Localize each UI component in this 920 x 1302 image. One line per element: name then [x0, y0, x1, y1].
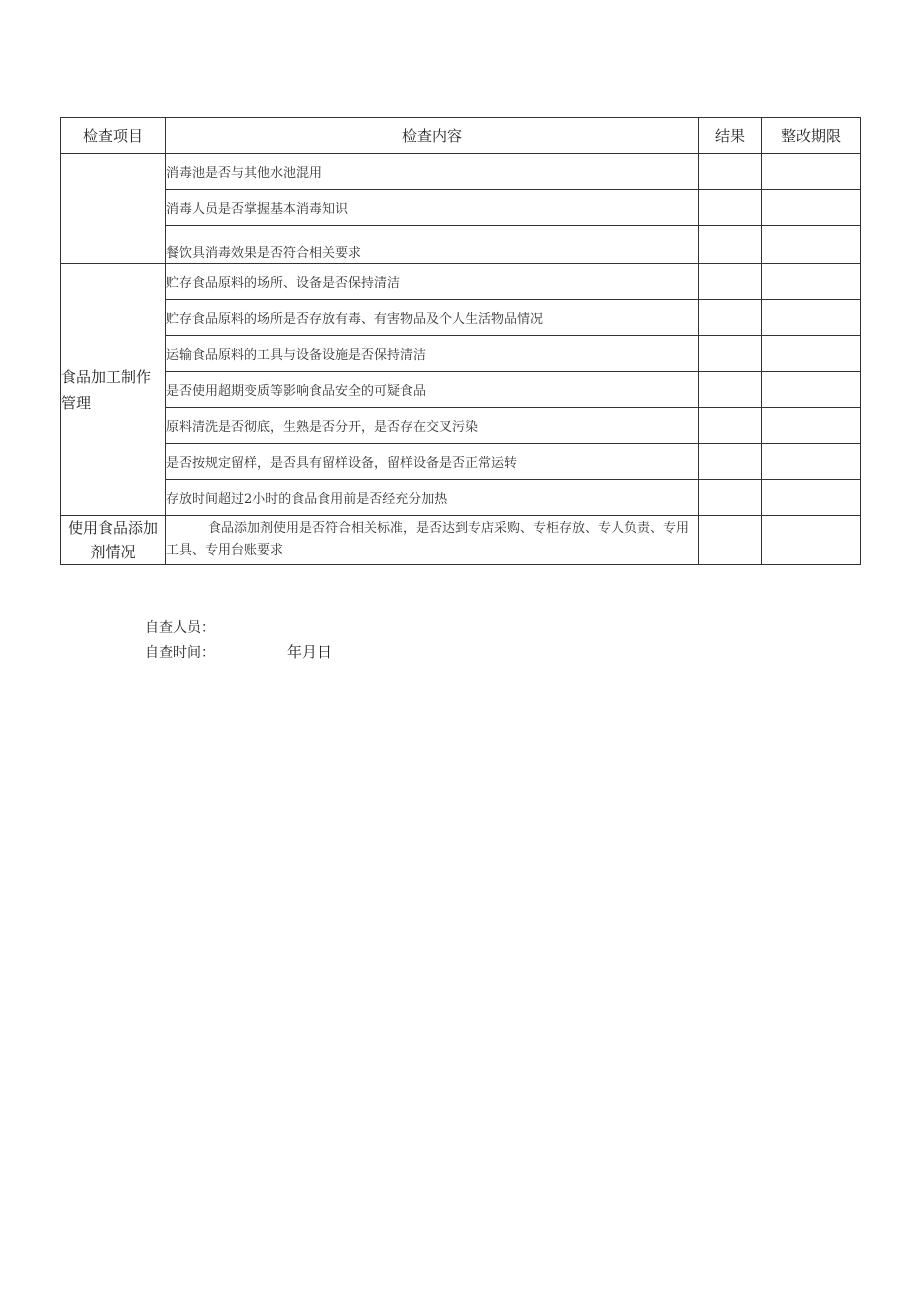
check-content: 消毒池是否与其他水池混用	[166, 154, 699, 190]
result-cell[interactable]	[699, 444, 762, 480]
deadline-cell[interactable]	[762, 226, 861, 264]
table-row	[61, 190, 861, 226]
group-label-disinfection	[61, 154, 166, 264]
inspection-time-label: 自查时间：	[145, 645, 215, 661]
check-content: 原料清洗是否彻底，生熟是否分开，是否存在交叉污染	[166, 408, 699, 444]
table-row	[61, 408, 861, 444]
check-content: 贮存食品原料的场所、设备是否保持清洁	[166, 264, 699, 300]
deadline-cell[interactable]	[762, 516, 861, 565]
deadline-cell[interactable]	[762, 190, 861, 226]
inspection-time-line	[145, 640, 332, 664]
check-content: 贮存食品原料的场所是否存放有毒、有害物品及个人生活物品情况	[166, 300, 699, 336]
result-cell[interactable]	[699, 516, 762, 565]
result-cell[interactable]	[699, 154, 762, 190]
inspector-line	[145, 616, 332, 640]
result-cell[interactable]	[699, 264, 762, 300]
result-cell[interactable]	[699, 336, 762, 372]
signoff-block	[145, 616, 332, 664]
deadline-cell[interactable]	[762, 336, 861, 372]
date-suffix: 年月日	[287, 643, 333, 661]
group-label-food-processing: 食品加工制作管理	[61, 264, 166, 516]
result-cell[interactable]	[699, 300, 762, 336]
group-label-additives: 使用食品添加剂情况	[61, 516, 166, 565]
header-content: 检查内容	[166, 118, 699, 154]
header-item: 检查项目	[61, 118, 166, 154]
table-row	[61, 226, 861, 264]
table-row	[61, 300, 861, 336]
result-cell[interactable]	[699, 408, 762, 444]
deadline-cell[interactable]	[762, 444, 861, 480]
table-row	[61, 516, 861, 565]
result-cell[interactable]	[699, 190, 762, 226]
deadline-cell[interactable]	[762, 264, 861, 300]
table-row	[61, 336, 861, 372]
check-content: 是否使用超期变质等影响食品安全的可疑食品	[166, 372, 699, 408]
deadline-cell[interactable]	[762, 480, 861, 516]
table-row	[61, 372, 861, 408]
table-row	[61, 444, 861, 480]
table-row	[61, 154, 861, 190]
check-content: 消毒人员是否掌握基本消毒知识	[166, 190, 699, 226]
deadline-cell[interactable]	[762, 372, 861, 408]
check-content: 餐饮具消毒效果是否符合相关要求	[166, 226, 699, 264]
inspection-table	[60, 117, 861, 565]
check-content: 食品添加剂使用是否符合相关标准，是否达到专店采购、专柜存放、专人负责、专用工具、专用台账要求	[166, 516, 699, 565]
deadline-cell[interactable]	[762, 408, 861, 444]
table-row	[61, 264, 861, 300]
deadline-cell[interactable]	[762, 300, 861, 336]
inspection-sheet	[60, 117, 860, 565]
check-content: 存放时间超过2小时的食品食用前是否经充分加热	[166, 480, 699, 516]
header-result: 结果	[699, 118, 762, 154]
result-cell[interactable]	[699, 372, 762, 408]
deadline-cell[interactable]	[762, 154, 861, 190]
header-deadline: 整改期限	[762, 118, 861, 154]
table-header-row	[61, 118, 861, 154]
result-cell[interactable]	[699, 480, 762, 516]
table-row	[61, 480, 861, 516]
check-content: 是否按规定留样，是否具有留样设备，留样设备是否正常运转	[166, 444, 699, 480]
result-cell[interactable]	[699, 226, 762, 264]
check-content: 运输食品原料的工具与设备设施是否保持清洁	[166, 336, 699, 372]
inspector-label: 自查人员：	[145, 620, 215, 636]
